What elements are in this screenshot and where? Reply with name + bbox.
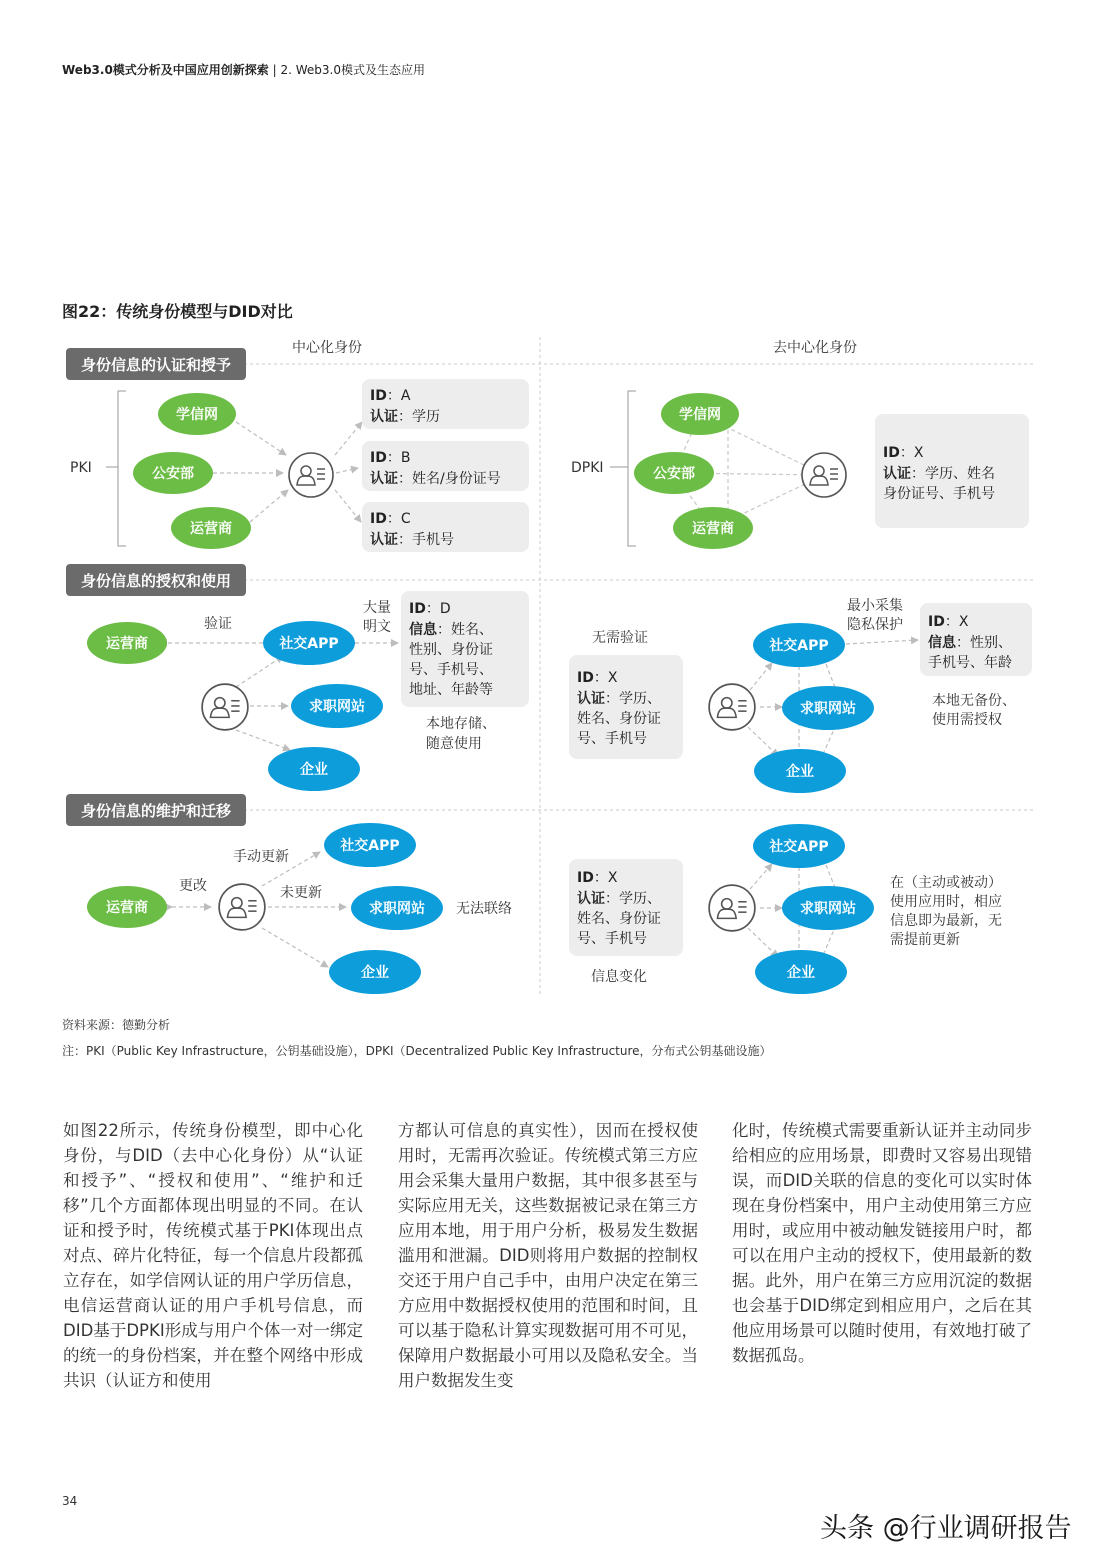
node-job-site-3 — [351, 886, 443, 930]
label-auto-1: 在（主动或被动） — [890, 875, 1002, 891]
node-xuexin — [158, 393, 236, 435]
body-column-1: 如图22所示，传统身份模型，即中心化身份，与DID（去中心化身份）从“认证和授予”、“授权和使用”、“维护和迁移”几个方面都体现出明显的不同。在认证和授予时，传统模式基于PKI体现出点对点、碎片化特征，每一个信息片段都孤立存在，如学信网认证的用户学历信息，电信运营商认证的用户手机号信息，而DID基于DPKI形成与用户个体一对一绑定的统一的身份档案，并在整个网络中形成共识（认证方和使用 — [63, 1121, 363, 1390]
section-tag-maintenance — [66, 794, 246, 826]
label-auto-3: 信息即为最新，无 — [890, 913, 1002, 929]
figure-title: 图22：传统身份模型与DID对比 — [62, 302, 293, 321]
card-id-x-2 — [569, 655, 683, 759]
svg-text:学信网: 学信网 — [679, 407, 721, 423]
svg-text:身份证号、手机号: 身份证号、手机号 — [883, 486, 995, 502]
svg-text:信息：性别、: 信息：性别、 — [928, 635, 1012, 651]
body-column-2: 方都认可信息的真实性），因而在授权使用时，无需再次验证。传统模式第三方应用会采集大量用户数据，其中很多甚至与实际应用无关，这些数据被记录在第三方应用本地，用于用户分析，极易发生数据滥用和泄漏。DID则将用户数据的控制权交还于用户自己手中，由用户决定在第三方应用中数据授权使用的范围和时间，且可以基于隐私计算实现数据可用不可见，保障用户数据最小可用以及隐私安全。当用户数据发生变 — [398, 1121, 698, 1390]
svg-text:运营商: 运营商 — [106, 900, 148, 916]
svg-text:学信网: 学信网 — [176, 407, 218, 423]
svg-text:认证：学历、: 认证：学历、 — [577, 691, 661, 707]
section-tag-authentication — [66, 348, 246, 380]
svg-text:号、手机号: 号、手机号 — [577, 731, 647, 747]
label-min-1: 最小采集 — [847, 598, 903, 614]
label-no-verify: 无需验证 — [592, 630, 648, 646]
svg-text:ID：A: ID：A — [370, 388, 411, 404]
node-yunyingshang-dpki — [673, 507, 753, 549]
node-social-app-did-3 — [753, 824, 845, 868]
node-gonganbu-dpki — [634, 452, 714, 494]
label-mass-1: 大量 — [363, 600, 391, 616]
section-tag-authorization — [66, 564, 246, 596]
node-job-site — [291, 684, 383, 728]
svg-text:认证：学历、姓名: 认证：学历、姓名 — [883, 466, 995, 482]
label-not-updated: 未更新 — [280, 885, 322, 901]
svg-text:ID：X: ID：X — [928, 614, 969, 630]
node-job-site-did-3 — [782, 886, 874, 930]
svg-text:ID：C: ID：C — [370, 511, 411, 527]
node-yunyingshang-3 — [87, 886, 167, 928]
label-mass-2: 明文 — [363, 619, 391, 635]
body-column-3: 化时，传统模式需要重新认证并主动同步给相应的应用场景，即费时又容易出现错误，而DID关联的信息的变化可以实时体现在身份档案中，用户主动使用第三方应用时，或应用中被动触发链接用户时，都可以在用户主动的授权下，使用最新的数据。此外，用户在第三方应用沉淀的数据也会基于DID绑定到相应用户，之后在其他应用场景可以随时使用，有效地打破了数据孤岛。 — [732, 1121, 1032, 1365]
card-id-x-4 — [569, 859, 683, 956]
svg-text:ID：X: ID：X — [883, 445, 924, 461]
svg-text:姓名、身份证: 姓名、身份证 — [577, 911, 661, 927]
card-id-x-3 — [920, 603, 1032, 676]
svg-text:企业: 企业 — [787, 965, 815, 981]
node-enterprise-3 — [329, 950, 421, 994]
node-social-app-3 — [324, 823, 416, 867]
svg-text:社交APP: 社交APP — [769, 839, 829, 855]
col-label-centralized: 中心化身份 — [292, 340, 362, 356]
label-local-2: 随意使用 — [426, 736, 482, 752]
user-profile-icon — [219, 884, 265, 930]
svg-text:身份信息的授权和使用: 身份信息的授权和使用 — [80, 572, 232, 590]
svg-text:求职网站: 求职网站 — [800, 701, 856, 717]
svg-text:身份信息的维护和迁移: 身份信息的维护和迁移 — [80, 802, 232, 820]
svg-text:身份信息的认证和授予: 身份信息的认证和授予 — [80, 356, 232, 374]
svg-text:企业: 企业 — [361, 965, 389, 981]
svg-text:ID：B: ID：B — [370, 450, 411, 466]
node-enterprise-did-3 — [755, 950, 847, 994]
svg-text:信息：姓名、: 信息：姓名、 — [409, 622, 493, 638]
node-enterprise — [268, 747, 360, 791]
node-job-site-did — [782, 686, 874, 730]
label-auto-4: 需提前更新 — [890, 932, 960, 948]
label-info-change: 信息变化 — [591, 969, 647, 985]
user-profile-icon — [202, 684, 248, 730]
label-min-2: 隐私保护 — [847, 617, 903, 633]
dpki-label: DPKI — [571, 460, 604, 476]
watermark: 头条 @行业调研报告 — [820, 1513, 1072, 1544]
pki-bracket — [118, 391, 126, 546]
dpki-bracket — [628, 391, 636, 546]
node-yunyingshang — [171, 507, 251, 549]
svg-text:社交APP: 社交APP — [769, 638, 829, 654]
svg-text:认证：学历、: 认证：学历、 — [577, 891, 661, 907]
page-header: Web3.0模式分析及中国应用创新探索 | 2. Web3.0模式及生态应用 — [62, 63, 426, 77]
svg-text:ID：D: ID：D — [409, 601, 451, 617]
abbreviation-note: 注：PKI（Public Key Infrastructure，公钥基础设施），DPKI（Decentralized Public Key Infrastructure，分布式公钥基础设施） — [62, 1044, 772, 1058]
svg-text:社交APP: 社交APP — [279, 636, 339, 652]
node-social-app — [263, 621, 355, 665]
label-local-1: 本地存储、 — [426, 716, 496, 732]
svg-text:ID：X: ID：X — [577, 870, 618, 886]
label-no-contact: 无法联络 — [456, 901, 512, 917]
card-id-c — [362, 502, 529, 552]
label-nobackup-1: 本地无备份、 — [932, 693, 1016, 709]
svg-text:姓名、身份证: 姓名、身份证 — [577, 711, 661, 727]
svg-text:号、手机号、: 号、手机号、 — [409, 662, 493, 678]
label-manual-update: 手动更新 — [233, 849, 289, 865]
page-number: 34 — [62, 1494, 78, 1508]
svg-text:号、手机号: 号、手机号 — [577, 931, 647, 947]
svg-text:认证：手机号: 认证：手机号 — [370, 532, 454, 548]
user-profile-icon — [709, 885, 755, 931]
card-id-d — [401, 591, 529, 707]
card-id-b — [362, 441, 529, 491]
svg-text:运营商: 运营商 — [190, 521, 232, 537]
svg-text:社交APP: 社交APP — [340, 838, 400, 854]
card-id-a — [362, 379, 529, 429]
col-label-decentralized: 去中心化身份 — [773, 340, 857, 356]
node-enterprise-did — [754, 749, 846, 793]
svg-text:运营商: 运营商 — [106, 636, 148, 652]
svg-text:ID：X: ID：X — [577, 670, 618, 686]
svg-text:求职网站: 求职网站 — [800, 901, 856, 917]
svg-text:公安部: 公安部 — [653, 466, 695, 482]
node-gonganbu — [133, 452, 213, 494]
node-social-app-did — [753, 623, 845, 667]
pki-label: PKI — [70, 460, 92, 476]
label-verify: 验证 — [204, 616, 232, 632]
svg-text:公安部: 公安部 — [152, 466, 194, 482]
user-profile-icon — [709, 684, 755, 730]
user-profile-icon — [802, 453, 846, 497]
svg-text:求职网站: 求职网站 — [369, 901, 425, 917]
label-auto-2: 使用应用时，相应 — [890, 894, 1002, 910]
svg-text:求职网站: 求职网站 — [309, 699, 365, 715]
label-nobackup-2: 使用需授权 — [932, 712, 1002, 728]
svg-text:手机号、年龄: 手机号、年龄 — [928, 655, 1012, 671]
card-id-x — [875, 414, 1029, 528]
svg-text:性别、身份证: 性别、身份证 — [409, 642, 493, 658]
node-yunyingshang-2 — [87, 622, 167, 664]
svg-text:运营商: 运营商 — [692, 521, 734, 537]
svg-text:地址、年龄等: 地址、年龄等 — [409, 682, 493, 698]
source-note: 资料来源：德勤分析 — [62, 1018, 171, 1032]
label-change: 更改 — [179, 878, 207, 894]
svg-text:认证：姓名/身份证号: 认证：姓名/身份证号 — [370, 471, 501, 487]
user-profile-icon — [289, 453, 333, 497]
svg-text:企业: 企业 — [786, 764, 814, 780]
svg-text:认证：学历: 认证：学历 — [370, 409, 440, 425]
node-xuexin-dpki — [661, 393, 739, 435]
svg-text:企业: 企业 — [300, 762, 328, 778]
